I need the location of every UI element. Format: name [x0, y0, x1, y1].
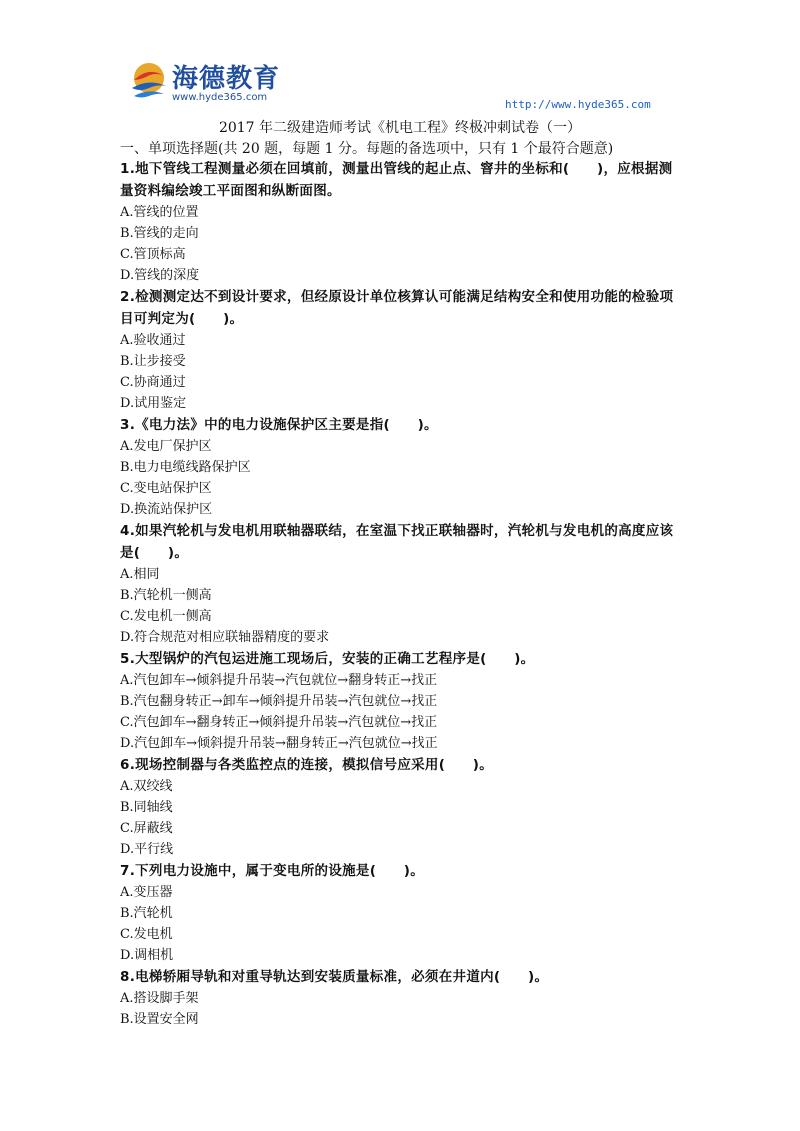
- answer-option: B.汽轮机: [120, 906, 173, 921]
- logo-url: www.hyde365.com: [172, 92, 268, 103]
- answer-option: D.平行线: [120, 842, 174, 857]
- answer-option: B.同轴线: [120, 800, 173, 815]
- answer-option: D.汽包卸车→倾斜提升吊装→翻身转正→汽包就位→找正: [120, 736, 438, 751]
- question-stem: 7.下列电力设施中，属于变电所的设施是( )。: [120, 863, 425, 879]
- logo-title: 海德教育: [172, 64, 281, 94]
- answer-option: C.管顶标高: [120, 247, 186, 262]
- answer-option: B.汽轮机一侧高: [120, 588, 212, 603]
- question-stem: 1.地下管线工程测量必须在回填前，测量出管线的起止点、窨井的坐标和( )，应根据测量资料编绘竣工平面图和纵断面图。: [120, 161, 673, 199]
- question-block: [120, 860, 685, 966]
- answer-option: B.电力电缆线路保护区: [120, 460, 251, 475]
- answer-option: A.验收通过: [120, 333, 186, 348]
- answer-option: A.双绞线: [120, 779, 173, 794]
- question-stem: 8.电梯轿厢导轨和对重导轨达到安装质量标准，必须在井道内( )。: [120, 969, 549, 985]
- answer-option: A.管线的位置: [120, 205, 199, 220]
- answer-option: A.相同: [120, 567, 160, 582]
- question-block: [120, 520, 685, 648]
- answer-option: C.发电机一侧高: [120, 609, 212, 624]
- question-stem: 2.检测测定达不到设计要求，但经原设计单位核算认可能满足结构安全和使用功能的检验项目可判定为( )。: [120, 289, 674, 327]
- question-stem: 5.大型锅炉的汽包运进施工现场后，安装的正确工艺程序是( )。: [120, 651, 535, 667]
- answer-option: C.协商通过: [120, 375, 186, 390]
- document-title: 2017 年二级建造师考试《机电工程》终极冲刺试卷（一）: [218, 120, 582, 136]
- answer-option: C.屏蔽线: [120, 821, 173, 836]
- answer-option: A.汽包卸车→倾斜提升吊装→汽包就位→翻身转正→找正: [120, 673, 438, 688]
- answer-option: D.试用鉴定: [120, 396, 187, 411]
- answer-option: D.符合规范对相应联轴器精度的要求: [120, 630, 330, 645]
- answer-option: D.调相机: [120, 948, 174, 963]
- answer-option: B.管线的走向: [120, 226, 199, 241]
- answer-option: C.汽包卸车→翻身转正→倾斜提升吊装→汽包就位→找正: [120, 715, 438, 730]
- question-stem: 6.现场控制器与各类监控点的连接，模拟信号应采用( )。: [120, 757, 494, 773]
- section-heading: 一、单项选择题(共 20 题，每题 1 分。每题的备选项中，只有 1 个最符合题意): [120, 141, 614, 157]
- question-block: [120, 286, 685, 414]
- question-block: [120, 414, 685, 520]
- answer-option: B.汽包翻身转正→卸车→倾斜提升吊装→汽包就位→找正: [120, 694, 438, 709]
- question-list: [120, 158, 685, 1030]
- question-block: [120, 754, 685, 860]
- question-block: [120, 966, 685, 1030]
- site-url-link[interactable]: http://www.hyde365.com: [505, 98, 651, 111]
- answer-option: D.管线的深度: [120, 268, 200, 283]
- question-stem: 3.《电力法》中的电力设施保护区主要是指( )。: [120, 417, 438, 433]
- answer-option: A.搭设脚手架: [120, 991, 199, 1006]
- answer-option: C.变电站保护区: [120, 481, 212, 496]
- question-stem: 4.如果汽轮机与发电机用联轴器联结，在室温下找正联轴器时，汽轮机与发电机的高度应该是( )。: [120, 523, 674, 561]
- answer-option: B.设置安全网: [120, 1012, 199, 1027]
- answer-option: C.发电机: [120, 927, 173, 942]
- logo: [128, 58, 288, 110]
- question-block: [120, 648, 685, 754]
- answer-option: D.换流站保护区: [120, 502, 213, 517]
- answer-option: A.发电厂保护区: [120, 439, 212, 454]
- question-block: [120, 158, 685, 286]
- logo-emblem-icon: [128, 58, 170, 106]
- answer-option: B.让步接受: [120, 354, 186, 369]
- answer-option: A.变压器: [120, 885, 173, 900]
